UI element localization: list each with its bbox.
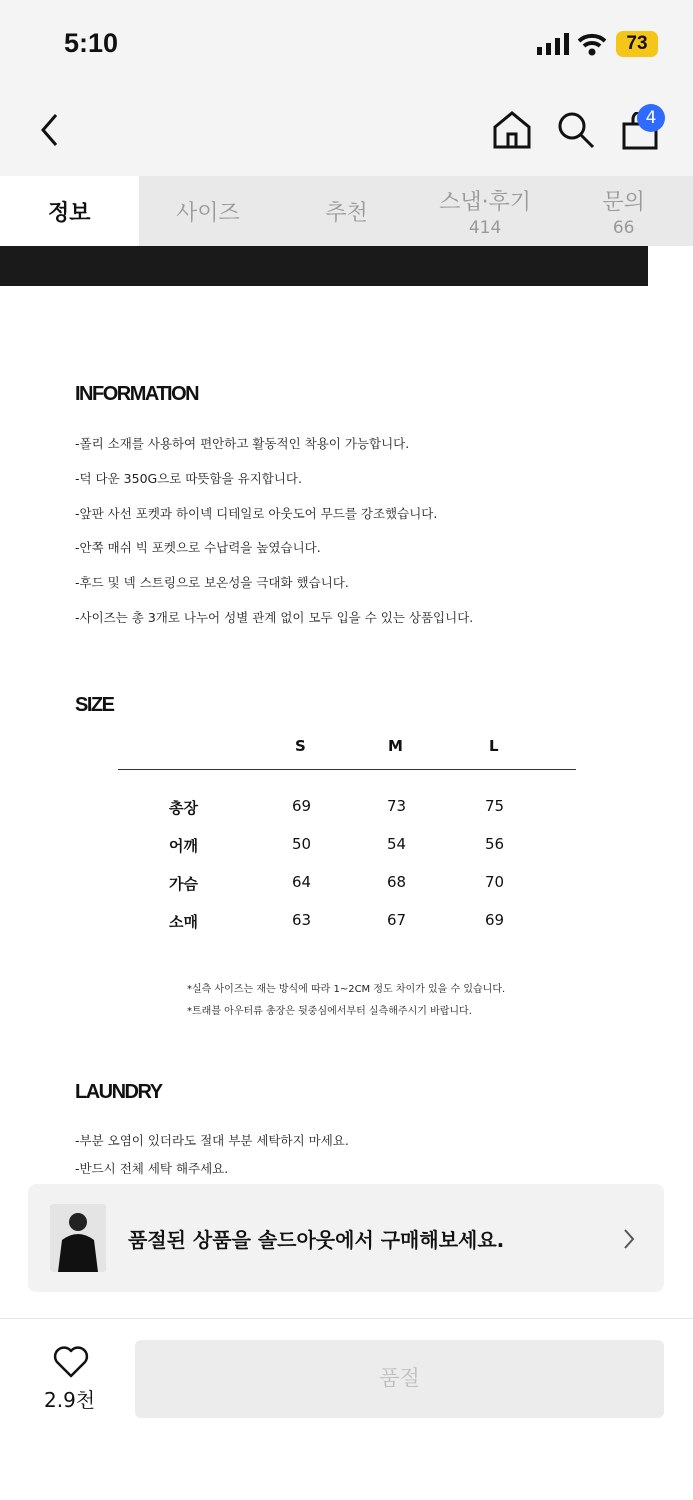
info-line: -사이즈는 총 3개로 나누어 성별 관계 없이 모두 입을 수 있는 상품입니다.: [75, 610, 474, 625]
size-cell: 56: [485, 835, 505, 853]
product-image: [0, 246, 648, 286]
size-row-label: 총장: [169, 799, 198, 817]
tab-label: 스냅·후기: [439, 189, 532, 215]
search-icon[interactable]: [556, 110, 596, 150]
tab-reviews[interactable]: [416, 176, 555, 246]
info-line: -폴리 소재를 사용하여 편안하고 활동적인 착용이 가능합니다.: [75, 436, 410, 451]
size-cell: 54: [387, 835, 407, 853]
tab-count: 414: [468, 217, 502, 238]
tab-label: 정보: [48, 200, 91, 226]
size-cell: 50: [292, 835, 312, 853]
signal-icon: [537, 33, 569, 55]
tab-recommend[interactable]: [277, 176, 416, 246]
tab-label: 사이즈: [176, 200, 240, 226]
laundry-line: -부분 오염이 있더라도 절대 부분 세탁하지 마세요.: [75, 1133, 349, 1148]
laundry-line: -반드시 전체 세탁 해주세요.: [75, 1161, 229, 1176]
banner-text: 품절된 상품을 솔드아웃에서 구매해보세요.: [128, 1228, 505, 1252]
heart-icon[interactable]: [52, 1345, 90, 1379]
size-cell: 75: [485, 797, 505, 815]
soldout-button[interactable]: 품절: [135, 1340, 664, 1418]
chevron-right-icon: [622, 1228, 636, 1250]
size-note: *실측 사이즈는 재는 방식에 따라 1~2CM 정도 차이가 있을 수 있습니다.: [187, 984, 506, 995]
tab-label: 문의: [602, 189, 645, 215]
size-row-label: 소매: [169, 913, 198, 931]
info-line: -덕 다운 350G으로 따뜻함을 유지합니다.: [75, 471, 302, 486]
status-time: 5:10: [64, 28, 119, 58]
size-row-label: 어깨: [169, 837, 198, 855]
size-col-header: L: [489, 737, 499, 755]
laundry-heading: LAUNDRY: [75, 1081, 162, 1103]
soldout-banner[interactable]: [28, 1184, 664, 1292]
size-cell: 68: [387, 873, 407, 891]
home-icon[interactable]: [492, 110, 532, 150]
table-divider: [118, 769, 576, 770]
tab-count: 66: [612, 217, 635, 238]
size-cell: 73: [387, 797, 407, 815]
tab-inquiry[interactable]: [554, 176, 693, 246]
battery-indicator: 73: [616, 31, 658, 57]
tab-info[interactable]: [0, 176, 139, 246]
like-count: 2.9천: [44, 1388, 96, 1412]
tab-bar: [0, 176, 693, 246]
size-cell: 70: [485, 873, 505, 891]
size-cell: 64: [292, 873, 312, 891]
status-and-nav-bar: [0, 0, 693, 176]
bottom-divider: [0, 1318, 693, 1319]
size-cell: 67: [387, 911, 407, 929]
size-cell: 69: [292, 797, 312, 815]
cart-count-badge: 4: [637, 104, 665, 132]
size-col-header: S: [295, 737, 306, 755]
size-note: *트래블 아우터류 총장은 뒷중심에서부터 실측해주시기 바랍니다.: [187, 1006, 472, 1017]
size-cell: 69: [485, 911, 505, 929]
info-line: -앞판 사선 포켓과 하이넥 디테일로 아웃도어 무드를 강조했습니다.: [75, 506, 438, 521]
information-heading: INFORMATION: [75, 383, 199, 405]
size-col-header: M: [388, 737, 403, 755]
tab-label: 추천: [325, 200, 368, 226]
size-cell: 63: [292, 911, 312, 929]
info-line: -후드 및 넥 스트링으로 보온성을 극대화 했습니다.: [75, 575, 349, 590]
product-thumbnail: [50, 1204, 106, 1272]
size-row-label: 가슴: [169, 875, 198, 893]
wifi-icon: [577, 32, 607, 56]
size-heading: SIZE: [75, 694, 114, 716]
info-line: -안쪽 매쉬 빅 포켓으로 수납력을 높였습니다.: [75, 540, 321, 555]
tab-size[interactable]: [139, 176, 278, 246]
back-icon[interactable]: [38, 112, 62, 148]
